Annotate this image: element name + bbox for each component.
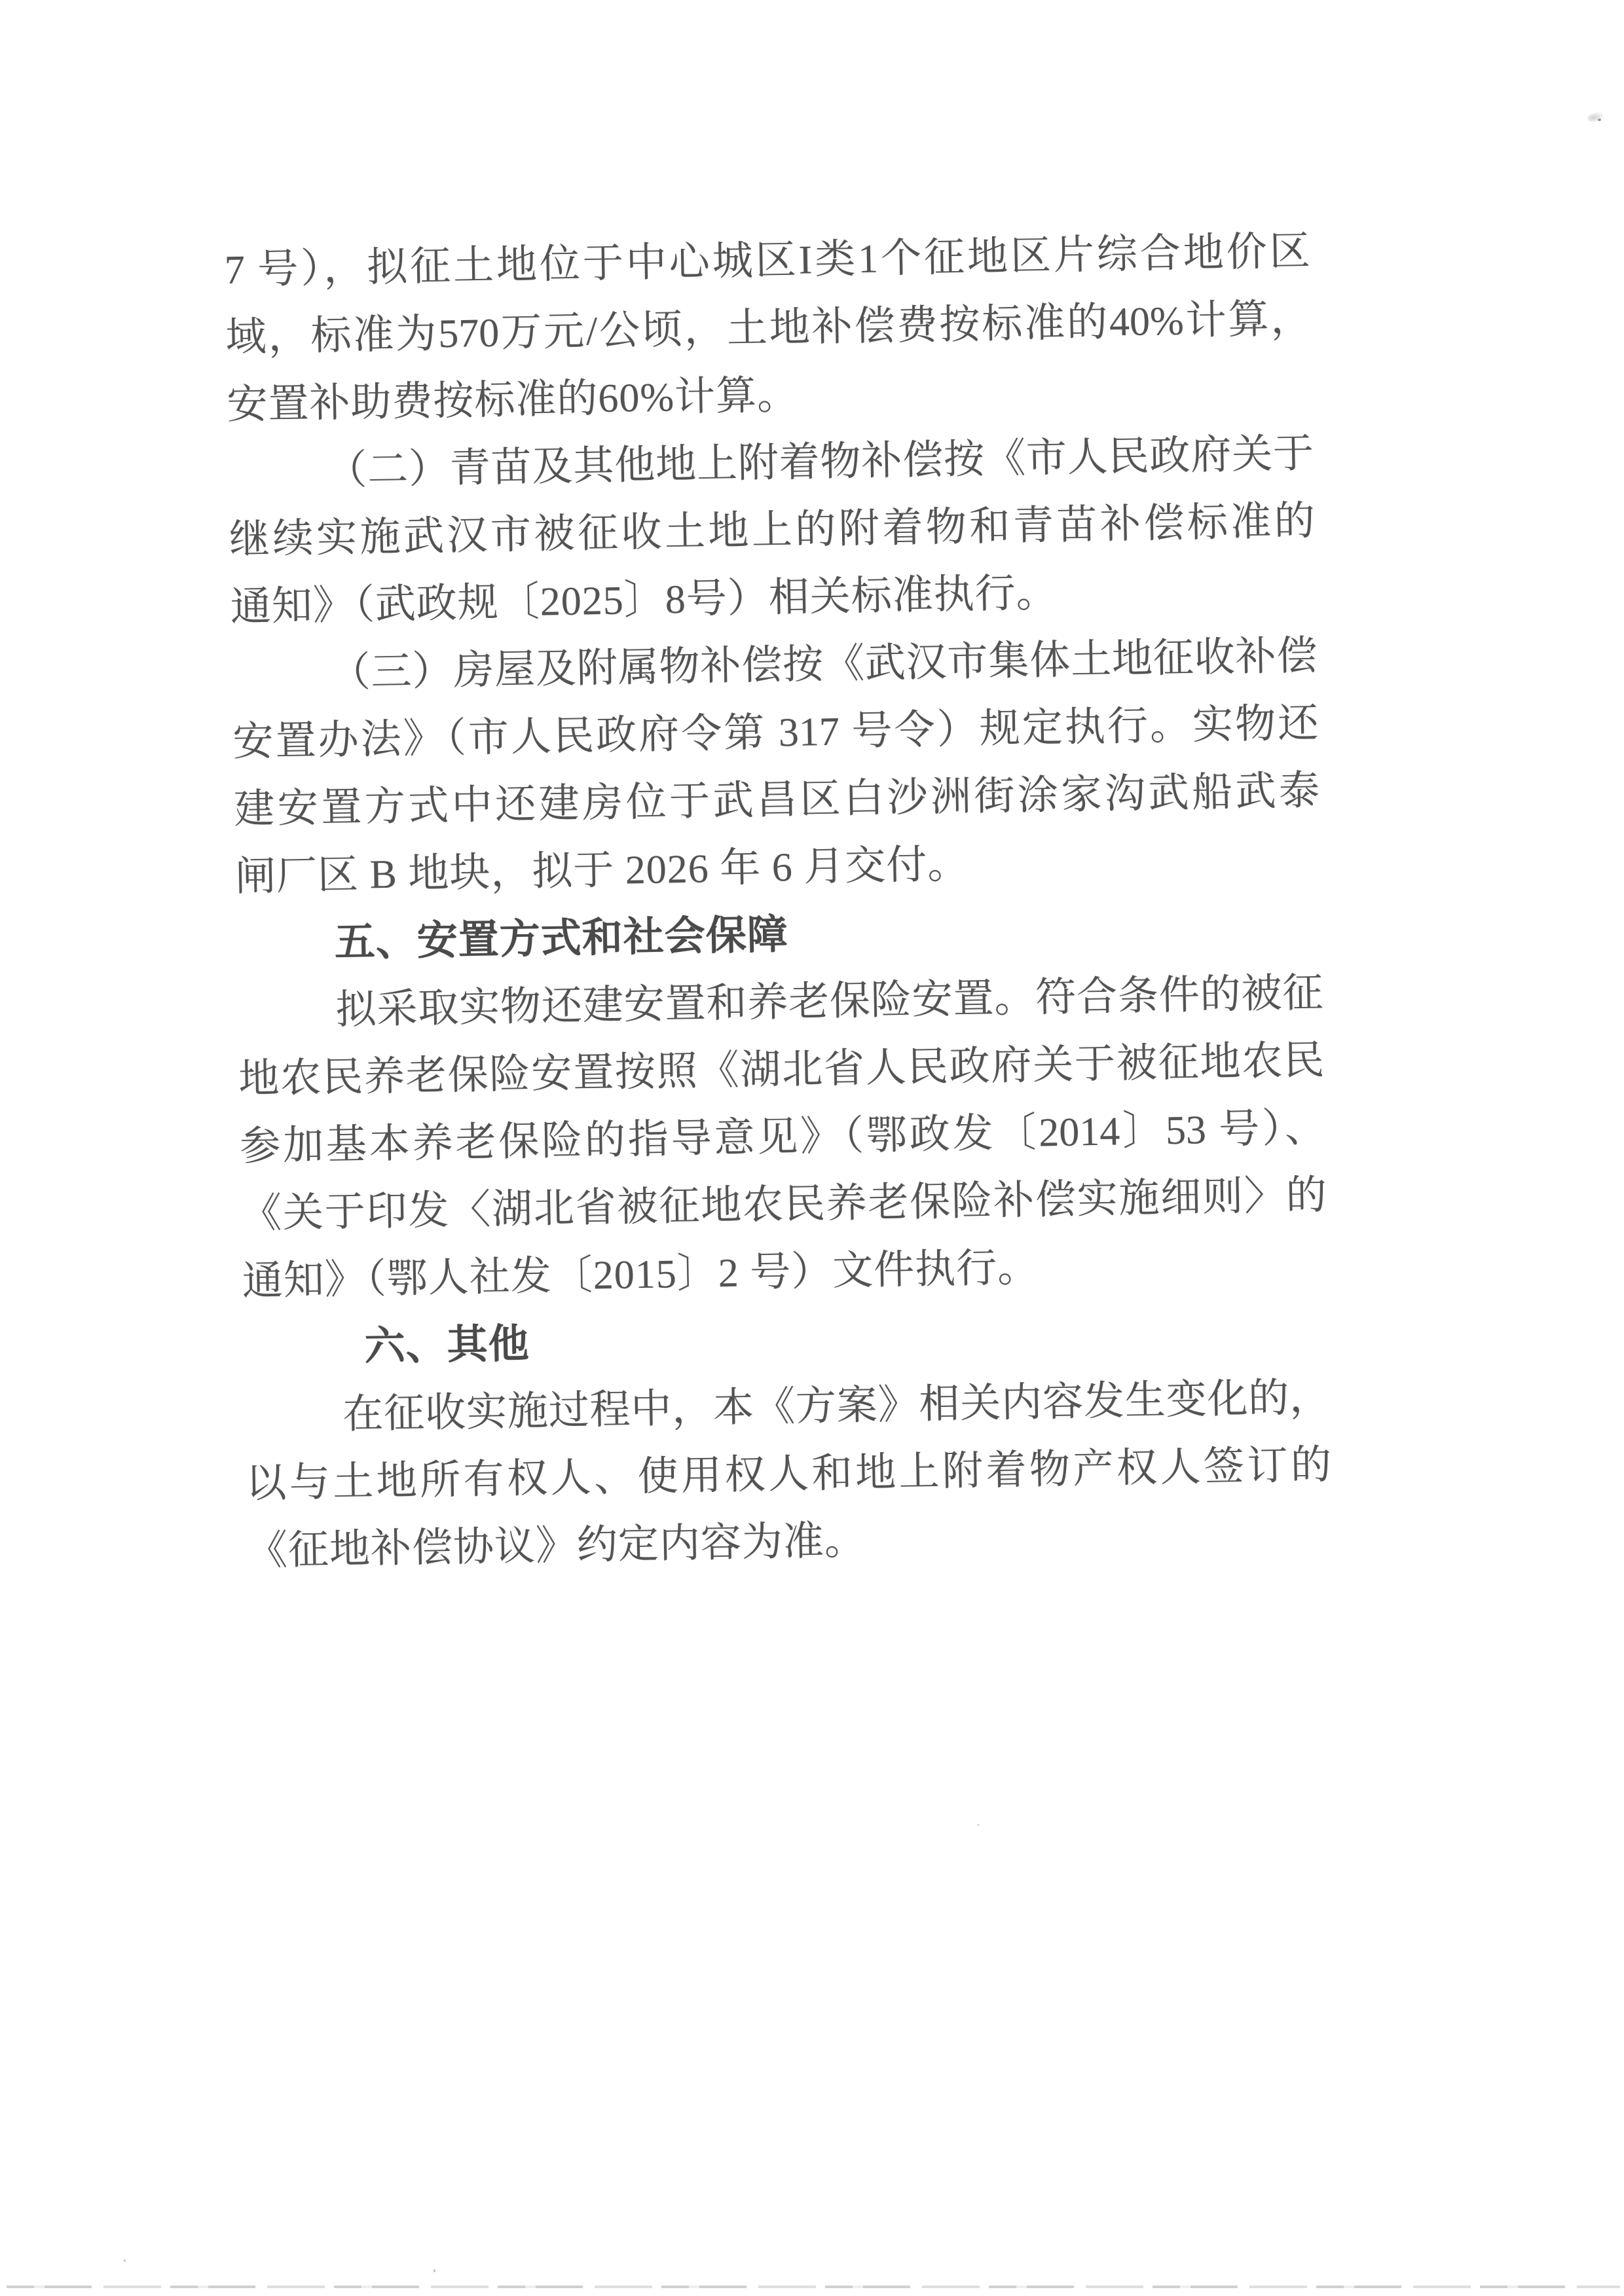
- document-text-block: [224, 218, 1333, 1586]
- document-line: 五、安置方式和社会保障: [334, 913, 789, 966]
- document-line: 通知》（武政规〔2025〕8号）相关标准执行。: [230, 570, 1058, 630]
- scan-speck-artifact: [434, 2269, 435, 2272]
- document-line: 通知》（鄂人社发〔2015〕2 号）文件执行。: [242, 1245, 1039, 1304]
- scan-smudge-artifact: [1587, 111, 1604, 124]
- document-line: 闸厂区 B 地块，拟于 2026 年 6 月交付。: [234, 842, 969, 900]
- scan-bottom-edge-artifact: [7, 2286, 1620, 2288]
- document-line: 以与土地所有权人、使用权人和地上附着物产权人签订的: [245, 1442, 1332, 1506]
- document-line: 安置办法》（市人民政府令第 317 号令）规定执行。实物还: [232, 701, 1319, 765]
- document-line: 7 号），拟征土地位于中心城区I类1个征地区片综合地价区: [224, 229, 1311, 293]
- document-line: 安置补助费按标准的60%计算。: [226, 373, 799, 428]
- document-line: 在征收实施过程中，本《方案》相关内容发生变化的，: [342, 1375, 1331, 1438]
- document-line: 拟采取实物还建安置和养老保险安置。符合条件的被征: [335, 970, 1324, 1033]
- scan-speck-artifact: [977, 1824, 980, 1826]
- document-line: 域，标准为570万元/公顷，土地补偿费按标准的40%计算，: [225, 297, 1312, 360]
- document-line: 建安置方式中还建房位于武昌区白沙洲街涂家沟武船武泰: [233, 768, 1320, 832]
- document-line: （二）青苗及其他地上附着物补偿按《市人民政府关于: [325, 431, 1314, 494]
- document-line: 六、其他: [364, 1322, 530, 1370]
- document-line: 《关于印发〈湖北省被征地农民养老保险补偿实施细则〉的: [240, 1173, 1327, 1237]
- document-line: 地农民养老保险安置按照《湖北省人民政府关于被征地农民: [238, 1038, 1325, 1102]
- document-line: （三）房屋及附属物补偿按《武汉市集体土地征收补偿: [329, 633, 1318, 696]
- scan-speck-artifact: [124, 2259, 126, 2262]
- document-line: 《征地补偿协议》约定内容为准。: [246, 1518, 866, 1574]
- document-line: 继续实施武汉市被征收土地上的附着物和青苗补偿标准的: [229, 498, 1316, 562]
- document-line: 参加基本养老保险的指导意见》（鄂政发〔2014〕53 号）、: [239, 1105, 1326, 1169]
- scan-smudge-dot-artifact: [1598, 118, 1601, 121]
